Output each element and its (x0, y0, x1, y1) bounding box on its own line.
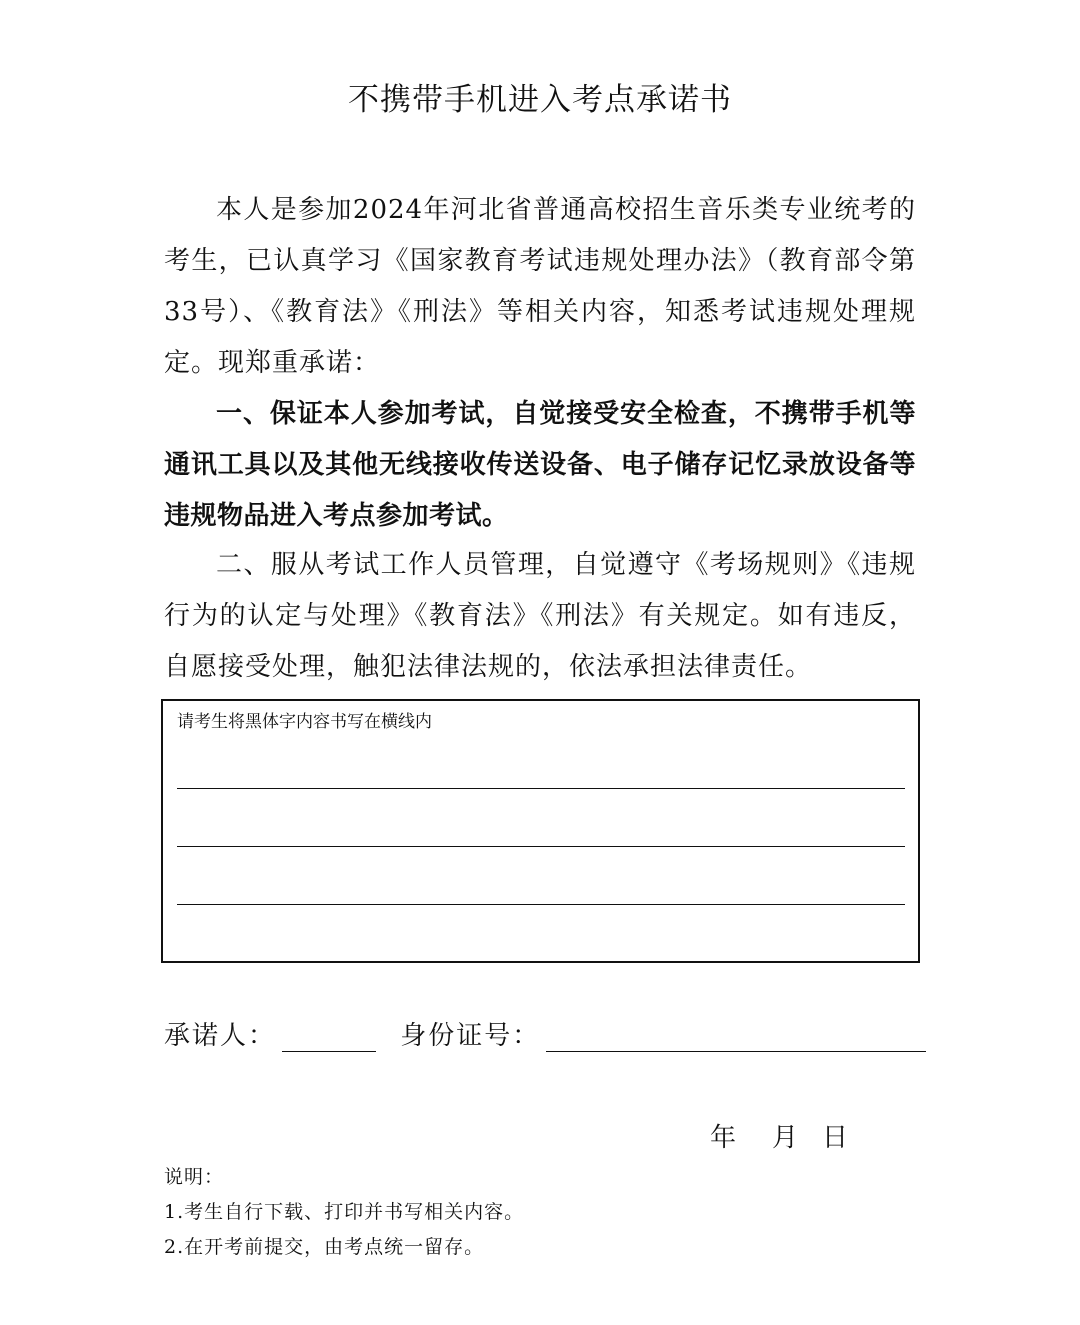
pledge-item-1-bold: 一、保证本人参加考试，自觉接受安全检查，不携带手机等通讯工具以及其他无线接收传送设备、电子储存记忆录放设备等违规物品进入考点参加考试。 (164, 399, 916, 531)
note-item: 1.考生自行下载、打印并书写相关内容。 (164, 1201, 525, 1223)
handwriting-box (161, 699, 920, 963)
handwriting-line[interactable] (177, 788, 905, 789)
date-month-label: 月 (772, 1123, 799, 1153)
handwriting-box-label: 请考生将黑体字内容书写在横线内 (177, 712, 432, 732)
signer-label: 承诺人： (164, 1021, 277, 1051)
notes-heading: 说明： (164, 1166, 225, 1188)
id-number-blank[interactable] (546, 1051, 926, 1052)
pledge-intro-paragraph: 本人是参加2024年河北省普通高校招生音乐类专业统考的考生，已认真学习《国家教育考试违规处理办法》（教育部令第33号）、《教育法》《刑法》等相关内容，知悉考试违规处理规定。现郑重承诺： (164, 195, 916, 378)
signature-row (164, 1014, 926, 1058)
handwriting-line[interactable] (177, 904, 905, 905)
signer-name-blank[interactable] (282, 1051, 376, 1052)
date-year-label: 年 (710, 1123, 737, 1153)
date-day-label: 日 (822, 1123, 849, 1153)
handwriting-line[interactable] (177, 846, 905, 847)
id-number-label: 身份证号： (400, 1021, 541, 1051)
date-row (710, 1118, 848, 1158)
note-item: 2.在开考前提交，由考点统一留存。 (164, 1236, 485, 1258)
page-title: 不携带手机进入考点承诺书 (348, 82, 732, 118)
notes-section (164, 1160, 524, 1265)
pledge-item-2: 二、服从考试工作人员管理，自觉遵守《考场规则》《违规行为的认定与处理》《教育法》《刑法》有关规定。如有违反，自愿接受处理，触犯法律法规的，依法承担法律责任。 (164, 550, 916, 682)
